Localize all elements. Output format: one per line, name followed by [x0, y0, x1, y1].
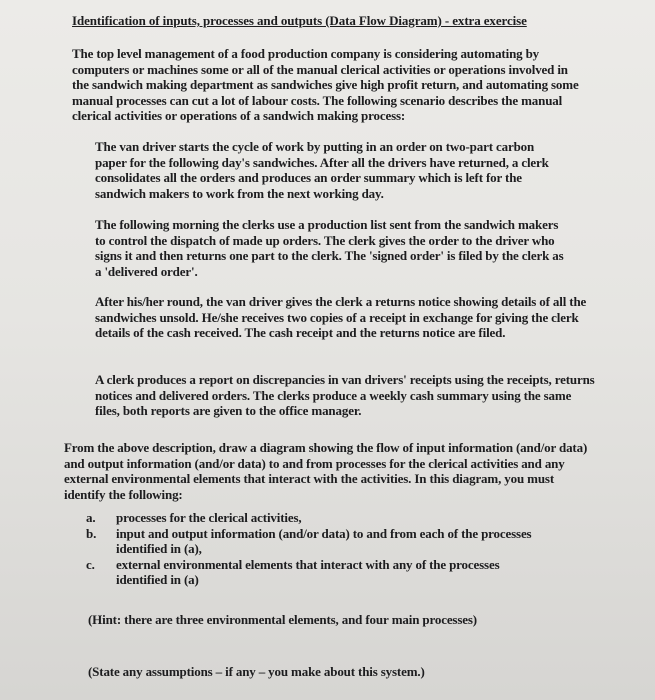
list-marker: a. [86, 510, 96, 525]
scenario-paragraph-1: The van driver starts the cycle of work by putting in an order on two-part carbon paper for the following day's sandwiches. After all the drivers have returned, a clerk consolidates all the orders and produces an order summary which is left for the sandwich makers to work from the next working day. [95, 139, 549, 201]
list-text: processes for the clerical activities, [116, 510, 302, 525]
list-item [84, 510, 544, 526]
hint-prefix: (Hint: there are [88, 612, 176, 627]
intro-paragraph: The top level management of a food production company is considering automating by computers or machines some or all of the manual clerical activities or operations involved in the sandwich making department as sandwiches give high profit return, and automating some manual processes can cut a lot of labour costs. The following scenario describes the manual clerical activities or operations of a sandwich making process: [72, 46, 579, 124]
requirements-list [84, 510, 544, 588]
task-paragraph: From the above description, draw a diagram showing the flow of input information (and/or data) and output information (and/or data) to and from processes for the clerical activities and any external environmental elements that interact with the activities. In this diagram, you must identify the following: [64, 440, 588, 502]
scenario-paragraph-2: The following morning the clerks use a production list sent from the sandwich makers to control the dispatch of made up orders. The clerk gives the order to the driver who signs it and then returns one part to the clerk. The 'signed order' is filed by the clerk as a 'delivered order'. [95, 217, 564, 279]
hint-proc-count: four [365, 612, 389, 627]
hint-suffix: main processes) [388, 612, 477, 627]
scenario-paragraph-3: After his/her round, the van driver gives the clerk a returns notice showing details of all the sandwiches unsold. He/she receives two copies of a receipt in exchange for giving the clerk details of the cash received. The cash receipt and the returns notice are filed. [95, 294, 587, 341]
list-item [84, 557, 544, 588]
scenario-paragraph-4: A clerk produces a report on discrepancies in van drivers' receipts using the receipts, returns notices and delivered orders. The clerks produce a weekly cash summary using the same files, both reports are given to the office manager. [95, 372, 595, 419]
list-marker: c. [86, 556, 95, 572]
hint-env-count: three [175, 612, 204, 627]
document-heading: Identification of inputs, processes and outputs (Data Flow Diagram) - extra exercise [72, 13, 527, 28]
list-marker: b. [86, 525, 97, 541]
list-text: external environmental elements that interact with any of the processes identified in (a) [116, 556, 500, 588]
list-text: input and output information (and/or data) to and from each of the processes identified in (a), [116, 525, 532, 557]
hint-note [88, 612, 477, 628]
list-item [84, 526, 544, 557]
hint-middle: environmental elements, and [203, 612, 366, 627]
assumptions-note: (State any assumptions – if any – you make about this system.) [88, 664, 425, 679]
